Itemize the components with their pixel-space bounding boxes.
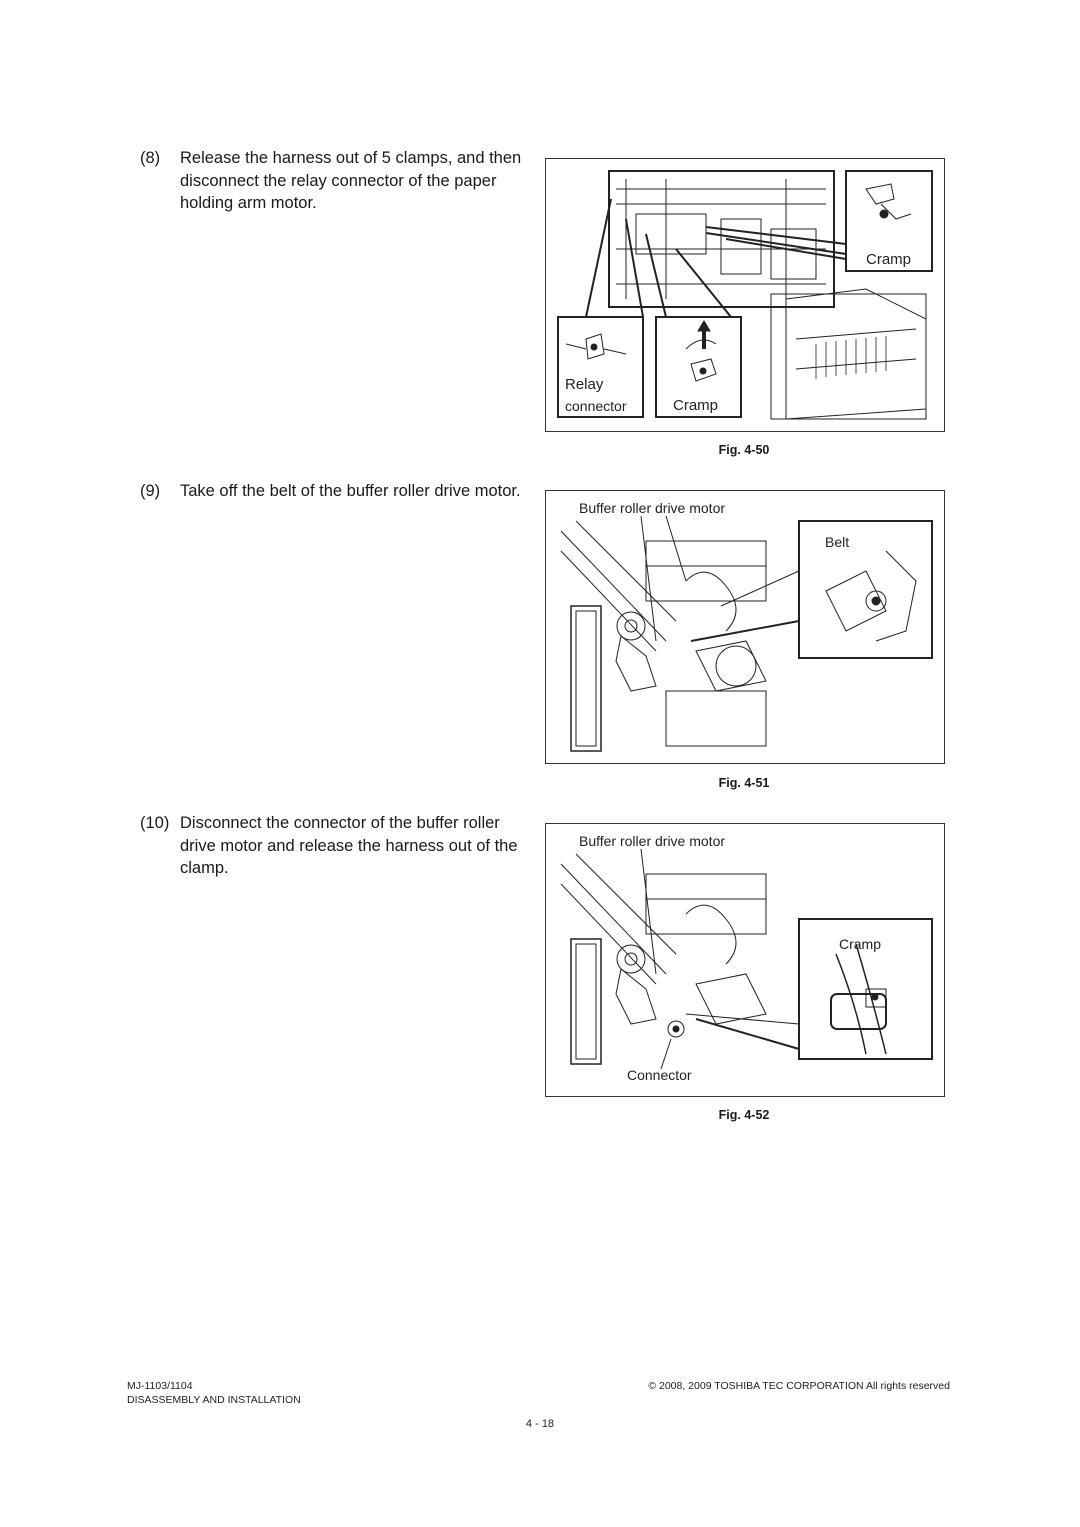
buffer-roller-motor-illustration xyxy=(546,491,944,763)
step-text: Release the harness out of 5 clamps, and then disconnect the relay connector of the paper holding arm motor. xyxy=(180,149,522,212)
step-text: Take off the belt of the buffer roller drive motor. xyxy=(180,482,521,500)
figure-caption: Fig. 4-50 xyxy=(718,443,770,457)
paper-holding-arm-illustration xyxy=(546,159,944,431)
relay-label: Relay xyxy=(565,376,604,393)
buffer-roller-motor-label: Buffer roller drive motor xyxy=(579,500,726,516)
footer-section: DISASSEMBLY AND INSTALLATION xyxy=(127,1394,301,1406)
figure-4-52-illustration xyxy=(545,823,945,1097)
belt-label: Belt xyxy=(825,534,850,550)
footer-model: MJ-1103/1104 xyxy=(127,1380,193,1392)
figure-caption: Fig. 4-52 xyxy=(718,1108,770,1122)
step-text: Disconnect the connector of the buffer roller drive motor and release the harness out of the clamp. xyxy=(180,814,518,877)
figure-4-51-illustration xyxy=(545,490,945,764)
connector-label: connector xyxy=(565,398,627,414)
step-number: (8) xyxy=(140,149,161,167)
cramp-label-top: Cramp xyxy=(866,251,912,268)
page-number: 4 - 18 xyxy=(525,1418,555,1430)
connector-and-cramp-illustration xyxy=(546,824,944,1096)
footer-copyright: © 2008, 2009 TOSHIBA TEC CORPORATION All rights reserved xyxy=(648,1380,950,1392)
cramp-label: Cramp xyxy=(839,936,882,952)
figure-4-50-illustration xyxy=(545,158,945,432)
step-number: (10) xyxy=(140,814,170,832)
cramp-label-bottom: Cramp xyxy=(673,397,719,414)
figure-caption: Fig. 4-51 xyxy=(718,776,770,790)
connector-label: Connector xyxy=(627,1067,692,1083)
buffer-roller-motor-label: Buffer roller drive motor xyxy=(579,833,726,849)
step-number: (9) xyxy=(140,482,161,500)
